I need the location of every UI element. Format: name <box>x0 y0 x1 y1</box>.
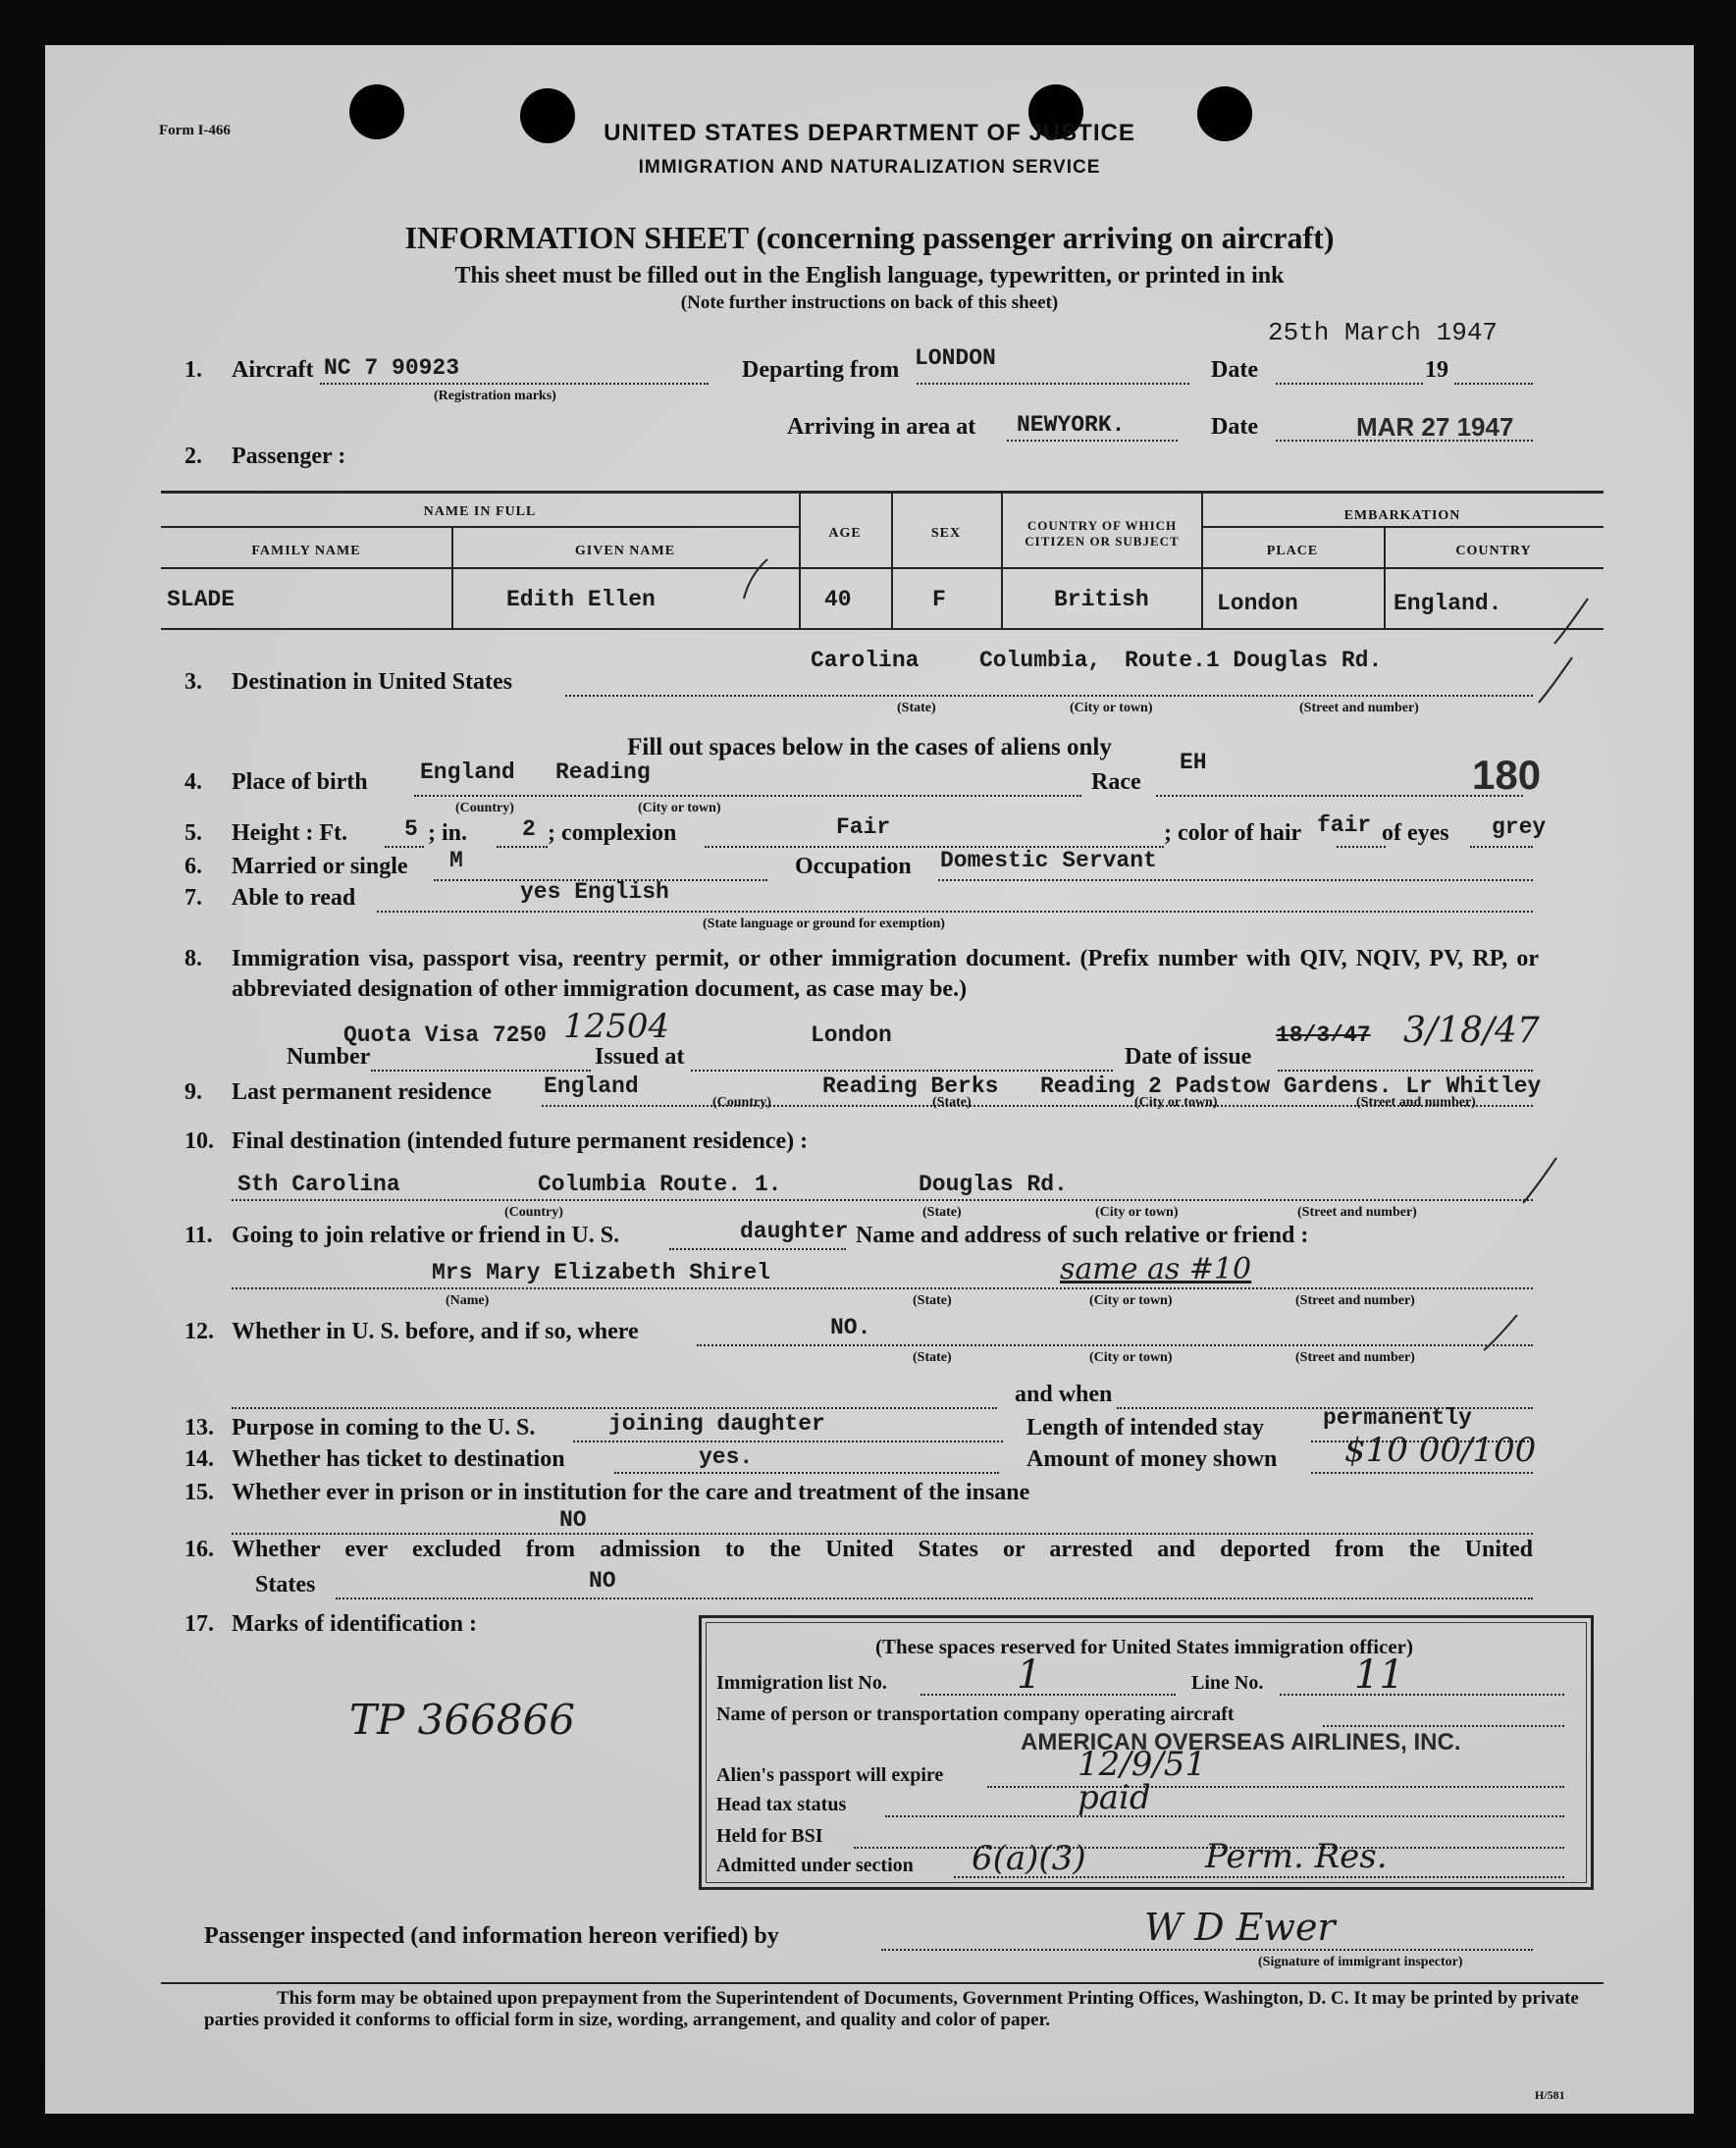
list-value: 1 <box>1017 1652 1042 1698</box>
reg-caption: (Registration marks) <box>434 389 556 403</box>
q10-number: 10. <box>184 1128 214 1154</box>
join-label: Going to join relative or friend in U. S. <box>232 1223 620 1248</box>
hair-label: ; color of hair <box>1164 820 1302 846</box>
issued-label: Issued at <box>595 1044 685 1070</box>
married-label: Married or single <box>232 854 408 879</box>
q9-number: 9. <box>184 1079 202 1105</box>
caption-street: (Street and number) <box>1356 1095 1476 1110</box>
ticket-value: yes. <box>699 1444 754 1470</box>
stay-value: permanently <box>1323 1405 1472 1431</box>
form-number: Form I-466 <box>159 123 231 138</box>
transport-stamp: AMERICAN OVERSEAS AIRLINES, INC. <box>1021 1729 1461 1755</box>
q11-number: 11. <box>184 1223 213 1248</box>
issued-value: London <box>811 1022 892 1048</box>
q15-number: 15. <box>184 1480 214 1505</box>
given-name-value: Edith Ellen <box>506 587 656 612</box>
arriving-label: Arriving in area at <box>787 414 976 440</box>
excluded-label-2: States <box>255 1572 316 1598</box>
issue-date-handwritten: 3/18/47 <box>1403 1011 1540 1051</box>
header-emb-country: COUNTRY <box>1455 544 1532 558</box>
height-feet: 5 <box>404 816 418 842</box>
final-city: Douglas Rd. <box>919 1172 1068 1197</box>
relative-address: same as #10 <box>1060 1252 1252 1286</box>
complexion-value: Fair <box>836 814 891 840</box>
print-code: H/581 <box>1535 2088 1565 2102</box>
caption-street: (Street and number) <box>1297 1205 1417 1220</box>
q13-number: 13. <box>184 1415 214 1441</box>
check-mark <box>1537 654 1576 712</box>
header-country-citizen: COUNTRY OF WHICH CITIZEN OR SUBJECT <box>1025 518 1180 549</box>
caption-state: (State) <box>913 1350 952 1365</box>
caption-state: (State) <box>932 1095 972 1110</box>
passport-label: Alien's passport will expire <box>716 1764 944 1786</box>
inspected-label: Passenger inspected (and information hereon verified) by <box>204 1923 779 1949</box>
section-note: Perm. Res. <box>1205 1837 1388 1876</box>
check-mark <box>1552 595 1592 654</box>
residence-city: Reading <box>1040 1074 1135 1099</box>
relative-name: Mrs Mary Elizabeth Shirel <box>432 1260 771 1285</box>
residence-state: Reading Berks <box>822 1074 999 1099</box>
marks-label: Marks of identification : <box>232 1611 477 1637</box>
officer-box-title: (These spaces reserved for United States immigration officer) <box>874 1635 1413 1658</box>
caption-country: (Country) <box>455 801 514 815</box>
number-label: Number <box>287 1044 371 1070</box>
caption-state: (State) <box>913 1293 952 1308</box>
caption-city: (City or town) <box>1095 1205 1179 1220</box>
join-label-2: Name and address of such relative or friend : <box>856 1223 1309 1248</box>
inspector-signature: W D Ewer <box>1144 1906 1336 1949</box>
prison-label: Whether ever in prison or in institution for the care and treatment of the insane <box>232 1480 1030 1505</box>
q12-number: 12. <box>184 1319 214 1344</box>
destination-label: Destination in United States <box>232 669 513 695</box>
line-label: Line No. <box>1191 1672 1264 1694</box>
birth-country: England <box>420 760 515 785</box>
headtax-value: paid <box>1078 1778 1151 1817</box>
citizen-value: British <box>1054 587 1149 612</box>
residence-street: 2 Padstow Gardens. Lr Whitley <box>1148 1074 1542 1099</box>
aircraft-label: Aircraft <box>232 357 314 383</box>
section-value: 6(a)(3) <box>972 1839 1086 1878</box>
caption-city: (City or town) <box>1134 1095 1218 1110</box>
header-place: PLACE <box>1266 544 1319 558</box>
final-destination-label: Final destination (intended future permanent residence) : <box>232 1128 809 1154</box>
header-family-name: FAMILY NAME <box>251 544 361 558</box>
departing-value: LONDON <box>915 345 996 371</box>
typed-departure-date: 25th March 1947 <box>1268 318 1499 347</box>
eyes-value: grey <box>1492 814 1547 840</box>
prison-value: NO <box>559 1507 587 1533</box>
embark-place-value: London <box>1217 591 1298 616</box>
instruction-line: This sheet must be filled out in the English language, typewritten, or printed in ink <box>454 263 1285 288</box>
q7-number: 7. <box>184 885 202 911</box>
passenger-label: Passenger : <box>232 444 346 469</box>
q6-number: 6. <box>184 854 202 879</box>
aliens-heading: Fill out spaces below in the cases of aliens only <box>627 734 1112 760</box>
check-mark <box>742 555 771 604</box>
excluded-label: Whether ever excluded from admission to the United States or arrested and deported from the United <box>232 1537 1533 1562</box>
purpose-value: joining daughter <box>608 1411 825 1437</box>
dept-heading: UNITED STATES DEPARTMENT OF JUSTICE <box>604 120 1135 146</box>
line-value: 11 <box>1354 1652 1404 1698</box>
q16-number: 16. <box>184 1537 214 1562</box>
signature-caption: (Signature of immigrant inspector) <box>1258 1955 1463 1969</box>
q3-number: 3. <box>184 669 202 695</box>
date-label: Date <box>1211 357 1258 383</box>
form-title: INFORMATION SHEET (concerning passenger arriving on aircraft) <box>404 220 1335 255</box>
before-label: Whether in U. S. before, and if so, where <box>232 1319 639 1344</box>
purpose-label: Purpose in coming to the U. S. <box>232 1415 536 1441</box>
q1-number: 1. <box>184 357 202 383</box>
height-inches: 2 <box>522 816 536 842</box>
arrive-date-label: Date <box>1211 414 1258 440</box>
caption-street: (Street and number) <box>1295 1293 1415 1308</box>
caption-city: (City or town) <box>1089 1350 1173 1365</box>
visa-number-handwritten: 12504 <box>563 1007 670 1046</box>
q2-number: 2. <box>184 444 202 469</box>
caption-name: (Name) <box>446 1293 490 1308</box>
q14-number: 14. <box>184 1446 214 1472</box>
aircraft-value: NC 7 90923 <box>324 355 460 381</box>
arrival-date-stamp: MAR 27 1947 <box>1356 412 1514 442</box>
money-label: Amount of money shown <box>1026 1446 1278 1472</box>
header-embarkation: EMBARKATION <box>1343 508 1461 523</box>
occupation-label: Occupation <box>795 854 912 879</box>
caption-country: (Country) <box>504 1205 563 1220</box>
destination-city: Columbia, <box>979 648 1102 673</box>
caption-city: (City or town) <box>1070 701 1153 715</box>
excluded-value: NO <box>589 1568 616 1594</box>
caption-street: (Street and number) <box>1295 1350 1415 1365</box>
money-value: $10 00/100 <box>1344 1431 1537 1470</box>
height-label: Height : Ft. <box>232 820 347 846</box>
embark-country-value: England. <box>1394 591 1502 616</box>
final-state: Columbia Route. 1. <box>538 1172 782 1197</box>
family-name-value: SLADE <box>167 587 236 612</box>
eyes-label: of eyes <box>1382 820 1449 846</box>
before-value: NO. <box>830 1315 871 1340</box>
caption-street: (Street and number) <box>1299 701 1419 715</box>
issue-date-typed: 18/3/47 <box>1276 1022 1371 1048</box>
residence-country: England <box>544 1074 639 1099</box>
birth-city: Reading <box>555 760 651 785</box>
check-mark <box>1521 1154 1560 1213</box>
caption-state: (State) <box>922 1205 962 1220</box>
married-value: M <box>449 848 463 873</box>
inches-label: ; in. <box>428 820 468 846</box>
q17-number: 17. <box>184 1611 214 1637</box>
when-label: and when <box>1015 1382 1113 1407</box>
caption-city: (City or town) <box>1089 1293 1173 1308</box>
hair-value: fair <box>1317 812 1372 838</box>
residence-label: Last permanent residence <box>232 1079 492 1105</box>
transport-label: Name of person or transportation company operating aircraft <box>716 1703 1235 1725</box>
visa-number: Quota Visa 7250 <box>343 1022 548 1048</box>
complexion-label: ; complexion <box>548 820 677 846</box>
q5-number: 5. <box>184 820 202 846</box>
final-country: Sth Carolina <box>237 1172 400 1197</box>
check-mark <box>1482 1311 1521 1360</box>
read-caption: (State language or ground for exemption) <box>703 917 945 931</box>
q4-number: 4. <box>184 769 202 795</box>
birthplace-label: Place of birth <box>232 769 368 795</box>
section-label: Admitted under section <box>716 1855 914 1876</box>
arriving-value: NEWYORK. <box>1017 412 1126 438</box>
departing-label: Departing from <box>742 357 900 383</box>
destination-street: Route.1 Douglas Rd. <box>1125 648 1383 673</box>
headtax-label: Head tax status <box>716 1794 847 1815</box>
destination-state: Carolina <box>811 648 920 673</box>
caption-city: (City or town) <box>638 801 721 815</box>
list-label: Immigration list No. <box>716 1672 887 1694</box>
header-given-name: GIVEN NAME <box>574 544 676 558</box>
issue-date-label: Date of issue <box>1125 1044 1252 1070</box>
footer-note: This form may be obtained upon prepayment from the Superintendent of Documents, Government Printing Offices, Washington, D. C. It may be printed by private parties provided it conforms to official form in size, wording, arrangement, and quality and color of paper. <box>204 1988 1579 2030</box>
note-line: (Note further instructions on back of this sheet) <box>680 292 1059 313</box>
service-heading: IMMIGRATION AND NATURALIZATION SERVICE <box>638 157 1101 178</box>
caption-country: (Country) <box>712 1095 771 1110</box>
race-label: Race <box>1091 769 1141 795</box>
header-age: AGE <box>828 526 862 541</box>
ticket-label: Whether has ticket to destination <box>232 1446 565 1472</box>
form-sheet <box>45 45 1694 2114</box>
visa-instruction: Immigration visa, passport visa, reentry permit, or other immigration document. (Prefix number with QIV, NQIV, PV, RP, or abbreviated designation of other immigration document, as case may be.) <box>232 946 1539 1002</box>
q8-number: 8. <box>184 946 202 971</box>
age-value: 40 <box>824 587 852 612</box>
read-label: Able to read <box>232 885 356 911</box>
officer-box <box>699 1615 1594 1890</box>
join-relation: daughter <box>740 1219 849 1244</box>
header-sex: SEX <box>930 526 962 541</box>
caption-state: (State) <box>897 701 936 715</box>
bsi-label: Held for BSI <box>716 1825 823 1847</box>
race-value: EH <box>1180 750 1207 775</box>
stay-label: Length of intended stay <box>1026 1415 1265 1441</box>
occupation-value: Domestic Servant <box>940 848 1157 873</box>
header-name-in-full: NAME IN FULL <box>423 504 537 519</box>
margin-number: 180 <box>1472 752 1542 798</box>
passport-value: 12/9/51 <box>1078 1745 1207 1784</box>
date-year-prefix: 19 <box>1425 357 1448 383</box>
marks-value: TP 366866 <box>349 1696 575 1744</box>
sex-value: F <box>932 587 946 612</box>
read-value: yes English <box>520 879 669 905</box>
